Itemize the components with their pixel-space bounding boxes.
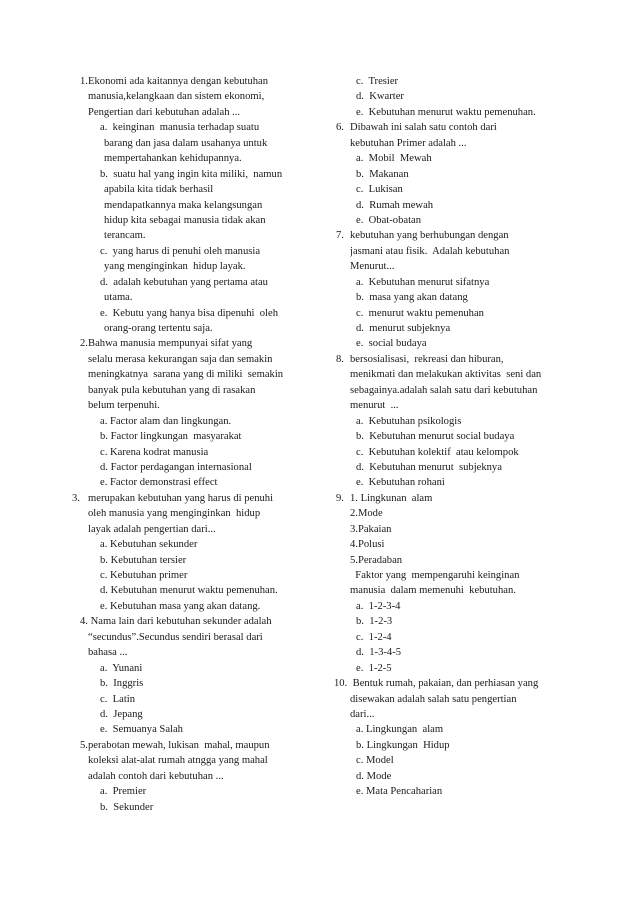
stem-line: layak adalah pengertian dari... [88,523,216,535]
question-5 [64,738,322,815]
question-1 [64,74,322,336]
answer-option [330,306,592,321]
option-line: b. Kebutuhan tersier [100,554,187,566]
answer-option [330,105,592,120]
option-line: terancam. [104,230,146,242]
option-line: e. Kebutuhan rohani [356,477,445,489]
stem-line: belum terpenuhi. [88,400,160,412]
option-line: c. yang harus di penuhi oleh manusia [100,245,261,257]
stem-line: Menurut... [350,261,395,273]
option-line: a. Kebutuhan sekunder [100,539,198,551]
answer-option [330,445,592,460]
option-line: b. suatu hal yang ingin kita miliki, namun [100,168,283,180]
answer-option [64,553,322,568]
answer-option [64,599,322,614]
stem-line: menikmati dan melakukan aktivitas seni dan [350,369,542,381]
stem-line: koleksi alat-alat rumah atngga yang mahal [88,755,268,767]
answer-option [64,414,322,429]
answer-option [64,167,322,244]
option-line: hidup kita sebagai manusia tidak akan [104,214,266,226]
stem-line: sebagainya.adalah salah satu dari kebutuhan [350,384,538,396]
stem-line: Faktor yang mempengaruhi keinginan [350,570,520,581]
question-10 [330,676,592,800]
option-line: c. Kebutuhan primer [100,570,188,581]
option-line: mempertahankan kehidupannya. [104,153,242,165]
question-number: 1. [80,76,88,87]
question-number: 10. [334,678,348,690]
question-stem [330,676,592,722]
option-line: a. keinginan manusia terhadap suatu [100,122,260,134]
answer-option [330,336,592,351]
option-line: a. Lingkungan alam [356,724,444,736]
option-line: c. Tresier [356,76,399,87]
option-line: utama. [104,292,133,304]
option-line: d. Mode [356,770,392,782]
option-line: b. Kebutuhan menurut social budaya [356,431,515,443]
question-number: 2. [80,338,88,350]
question-8 [330,352,592,491]
answer-option [330,738,592,753]
option-line: e. social budaya [356,338,427,350]
question-number: 4. [80,616,88,628]
stem-line: 2.Mode [350,508,383,520]
stem-line: 5.Peradaban [350,554,403,566]
answer-option [330,167,592,182]
question-3 [64,491,322,615]
option-line: a. Kebutuhan menurut sifatnya [356,276,490,288]
stem-line: perabotan mewah, lukisan mahal, maupun [88,739,270,751]
question-number: 6. [336,122,344,134]
option-line: a. 1-2-3-4 [356,600,401,612]
question-stem [64,738,322,784]
option-line: a. Premier [100,786,147,798]
right-column [330,74,592,800]
option-line: c. Lukisan [356,184,403,196]
answer-option [330,213,592,228]
stem-line: manusia,kelangkaan dan sistem ekonomi, [88,91,265,103]
answer-option [64,445,322,460]
question-9 [330,491,592,676]
question-stem [64,74,322,120]
answer-option [330,460,592,475]
answer-option [64,460,322,475]
answer-option [330,89,592,104]
answer-option [330,722,592,737]
answer-option [330,753,592,768]
question-7 [330,228,592,352]
option-line: a. Mobil Mewah [356,153,432,165]
option-line: b. masa yang akan datang [356,292,468,304]
stem-line: kebutuhan yang berhubungan dengan [350,230,509,242]
stem-line: manusia dalam memenuhi kebutuhan. [350,585,516,597]
option-line: d. Kebutuhan menurut subjeknya [356,461,502,473]
stem-line: 3.Pakaian [350,523,392,535]
stem-line: Nama lain dari kebutuhan sekunder adalah [88,616,272,628]
option-line: b. Makanan [356,168,409,180]
option-line: b. 1-2-3 [356,616,393,628]
answer-option [64,475,322,490]
question-number: 3. [72,492,80,504]
answer-option [330,198,592,213]
option-line: d. menurut subjeknya [356,323,451,334]
question-stem [330,491,592,599]
answer-option [64,692,322,707]
option-line: barang dan jasa dalam usahanya untuk [104,137,268,149]
option-line: b. Sekunder [100,801,154,813]
stem-line: dari... [350,708,375,720]
option-line: d. Factor perdagangan internasional [100,461,252,473]
question-number: 9. [336,492,344,504]
question-stem [330,352,592,414]
option-line: a. Kebutuhan psikologis [356,415,462,427]
option-line: b. Inggris [100,678,144,690]
option-line: d. Kwarter [356,91,404,103]
option-line: yang menginginkan hidup layak. [104,261,246,273]
option-line: c. Kebutuhan kolektif atau kelompok [356,446,519,458]
answer-option [64,583,322,598]
stem-line: bahasa ... [88,647,128,659]
answer-option [330,275,592,290]
option-line: e. Obat-obatan [356,214,422,226]
stem-line: bersosialisasi, rekreasi dan hiburan, [350,353,504,365]
stem-line: Bahwa manusia mempunyai sifat yang [88,338,253,350]
option-line: apabila kita tidak berhasil [104,184,214,196]
stem-line: disewakan adalah salah satu pengertian [350,693,517,705]
option-line: b. Lingkungan Hidup [356,739,450,751]
answer-option [330,784,592,799]
option-line: c. menurut waktu pemenuhan [356,307,484,319]
stem-line: 4.Polusi [350,539,385,551]
answer-option [64,722,322,737]
option-line: e. Semuanya Salah [100,724,183,736]
option-line: d. Jepang [100,708,143,720]
answer-option [330,182,592,197]
stem-line: Dibawah ini salah satu contoh dari [350,122,497,134]
answer-option [64,306,322,337]
answer-option [64,800,322,815]
question-continued [330,74,592,120]
answer-option [64,707,322,722]
question-4 [64,614,322,738]
option-line: c. 1-2-4 [356,631,392,643]
question-stem [330,120,592,151]
stem-line: kebutuhan Primer adalah ... [350,137,467,149]
option-line: e. Kebutuhan menurut waktu pemenuhan. [356,106,536,118]
answer-option [330,429,592,444]
option-line: c. Latin [100,693,136,705]
question-stem [64,336,322,413]
stem-line: menurut ... [350,400,399,412]
question-stem [64,491,322,537]
answer-option [330,645,592,660]
answer-option [330,661,592,676]
stem-line: “secundus”.Secundus sendiri berasal dari [88,631,263,643]
option-line: a. Yunani [100,662,143,674]
stem-line: jasmani atau fisik. Adalah kebutuhan [350,245,510,257]
stem-line: Pengertian dari kebutuhan adalah ... [88,106,241,118]
option-line: orang-orang tertentu saja. [104,323,213,334]
option-line: d. 1-3-4-5 [356,647,402,659]
option-line: e. Kebutu yang hanya bisa dipenuhi oleh [100,307,278,319]
option-line: e. Factor demonstrasi effect [100,477,218,489]
question-number: 5. [80,739,88,751]
answer-option [330,321,592,336]
option-line: mendapatkannya maka kelangsungan [104,199,263,211]
option-line: d. Kebutuhan menurut waktu pemenuhan. [100,585,278,597]
answer-option [64,661,322,676]
option-line: e. 1-2-5 [356,662,392,674]
stem-line: oleh manusia yang menginginkan hidup [88,508,261,520]
answer-option [330,475,592,490]
answer-option [64,244,322,275]
question-number: 8. [336,353,344,365]
answer-option [330,151,592,166]
question-stem [64,614,322,660]
option-line: d. Rumah mewah [356,199,434,211]
question-2 [64,336,322,490]
answer-option [330,290,592,305]
question-number: 7. [336,230,344,242]
question-stem [330,228,592,274]
answer-option [64,676,322,691]
answer-option [64,537,322,552]
option-line: b. Factor lingkungan masyarakat [100,431,242,443]
answer-option [330,614,592,629]
question-6 [330,120,592,228]
stem-line: Bentuk rumah, pakaian, dan perhiasan yang [350,678,539,690]
left-column [64,74,322,815]
answer-option [64,429,322,444]
answer-option [330,769,592,784]
stem-line: Ekonomi ada kaitannya dengan kebutuhan [88,76,269,87]
option-line: a. Factor alam dan lingkungan. [100,415,232,427]
answer-option [330,599,592,614]
option-line: c. Model [356,755,394,767]
stem-line: banyak pula kebutuhan yang di rasakan [88,384,256,396]
option-line: d. adalah kebutuhan yang pertama atau [100,276,268,288]
option-line: e. Kebutuhan masa yang akan datang. [100,600,261,612]
stem-line: 1. Lingkunan alam [350,492,433,504]
answer-option [64,568,322,583]
answer-option [330,414,592,429]
answer-option [330,74,592,89]
stem-line: adalah contoh dari kebutuhan ... [88,770,224,782]
answer-option [64,120,322,166]
stem-line: merupakan kebutuhan yang harus di penuhi [88,492,274,504]
stem-line: selalu merasa kekurangan saja dan semakin [88,353,273,365]
answer-option [330,630,592,645]
answer-option [64,275,322,306]
answer-option [64,784,322,799]
stem-line: meningkatnya sarana yang di miliki semakin [88,369,284,381]
option-line: c. Karena kodrat manusia [100,446,209,458]
option-line: e. Mata Pencaharian [356,786,443,798]
